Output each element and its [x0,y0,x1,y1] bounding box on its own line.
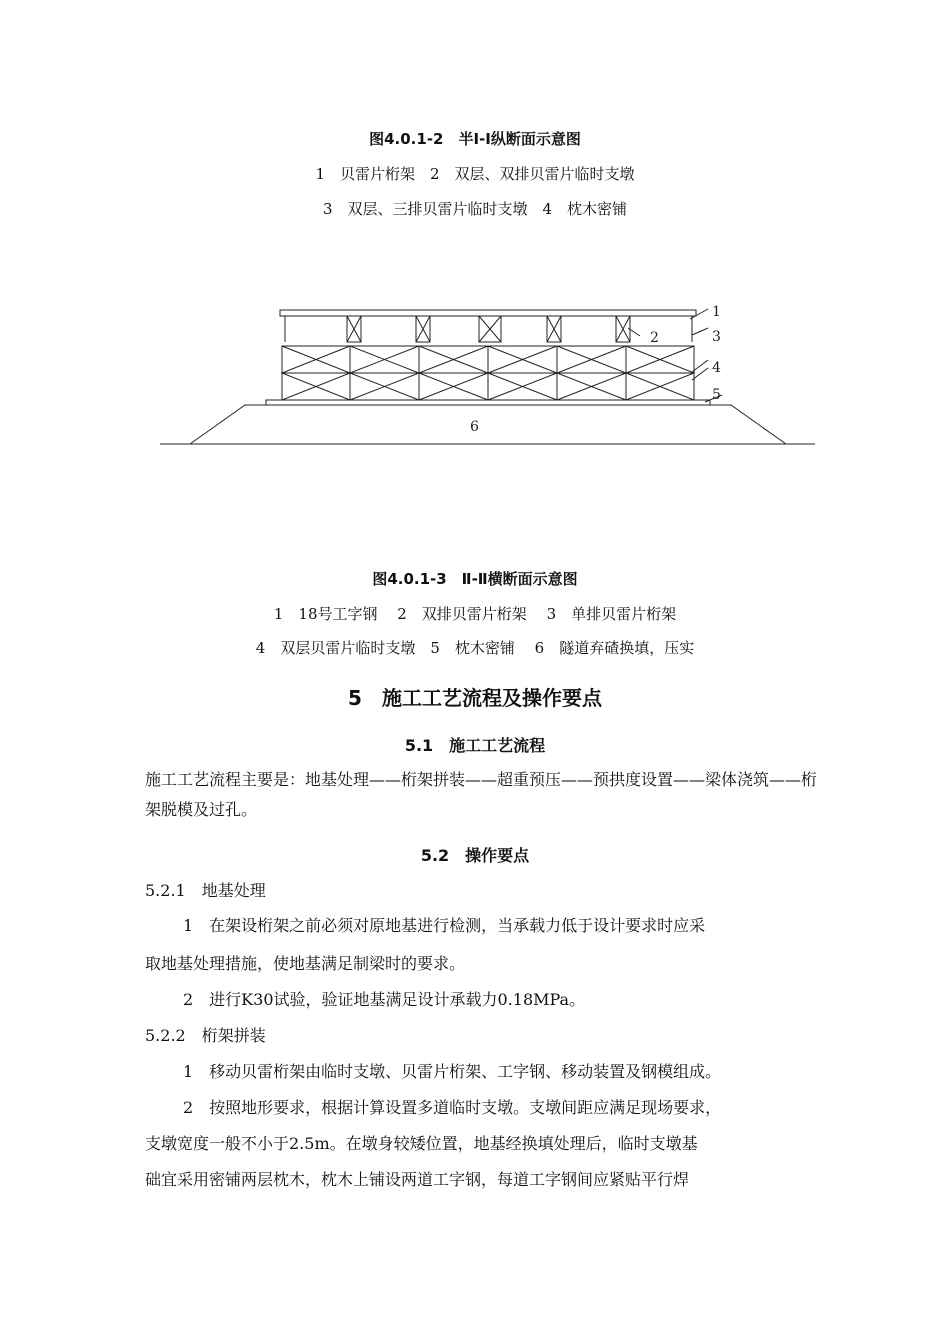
section521-p1-line2: 取地基处理措施，使地基满足制梁时的要求。 [145,954,466,973]
diagram-label-4: 4 [712,360,721,376]
section522-p2-line3: 础宜采用密铺两层枕木，枕木上铺设两道工字钢，每道工字钢间应紧贴平行焊 [145,1170,690,1189]
fig1-legend-line2: 3 双层、三排贝雷片临时支墩 4 枕木密铺 [322,200,628,218]
section522-p1: 1 移动贝雷桁架由临时支墩、贝雷片桁架、工字钢、移动装置及钢模组成。 [183,1062,722,1081]
diagram-label-5: 5 [712,387,721,403]
diagram-label-3: 3 [712,329,721,345]
cross-section-diagram [0,300,950,460]
diagram-label-2: 2 [650,330,659,346]
diagram-label-6: 6 [470,419,479,435]
section522-title: 5.2.2 桁架拼装 [145,1026,266,1045]
embankment [190,405,786,444]
section522-p2-line2: 支墩宽度一般不小于2.5m。在墩身较矮位置，地基经换填处理后，临时支墩基 [145,1134,698,1153]
section5-title: 5 施工工艺流程及操作要点 [348,686,602,710]
section522-p2-line1: 2 按照地形要求，根据计算设置多道临时支墩。支墩间距应满足现场要求， [183,1098,722,1117]
fig2-caption: 图4.0.1-3 Ⅱ-Ⅱ横断面示意图 [372,570,578,588]
section51-paragraph: 施工工艺流程主要是：地基处理——桁架拼装——超重预压——预拱度设置——梁体浇筑——桁架脱模及过孔。 [145,770,818,819]
section521-p1-line1: 1 在架设桁架之前必须对原地基进行检测，当承载力低于设计要求时应采 [183,916,706,935]
leader-lines [628,309,722,402]
fig2-legend-line2: 4 双层贝雷片临时支墩 5 枕木密铺 6 隧道弃碴换填，压实 [255,639,695,657]
section521-p2: 2 进行K30试验，验证地基满足设计承载力0.18MPa。 [183,990,586,1009]
upper-truss-braces [347,316,630,342]
diagram-label-1: 1 [712,304,721,320]
section52-title: 5.2 操作要点 [420,846,530,865]
fig1-legend-line1: 1 贝雷片桁架 2 双层、双排贝雷片临时支墩 [315,165,635,183]
sleeper-base [266,400,710,405]
upper-truss-posts [285,316,692,342]
section51-title: 5.1 施工工艺流程 [404,736,546,755]
fig2-legend-line1: 1 18号工字钢 2 双排贝雷片桁架 3 单排贝雷片桁架 [273,605,677,623]
top-i-beam [280,310,696,316]
fig1-caption: 图4.0.1-2 半Ⅰ-Ⅰ纵断面示意图 [369,130,581,148]
section521-title: 5.2.1 地基处理 [145,881,266,900]
